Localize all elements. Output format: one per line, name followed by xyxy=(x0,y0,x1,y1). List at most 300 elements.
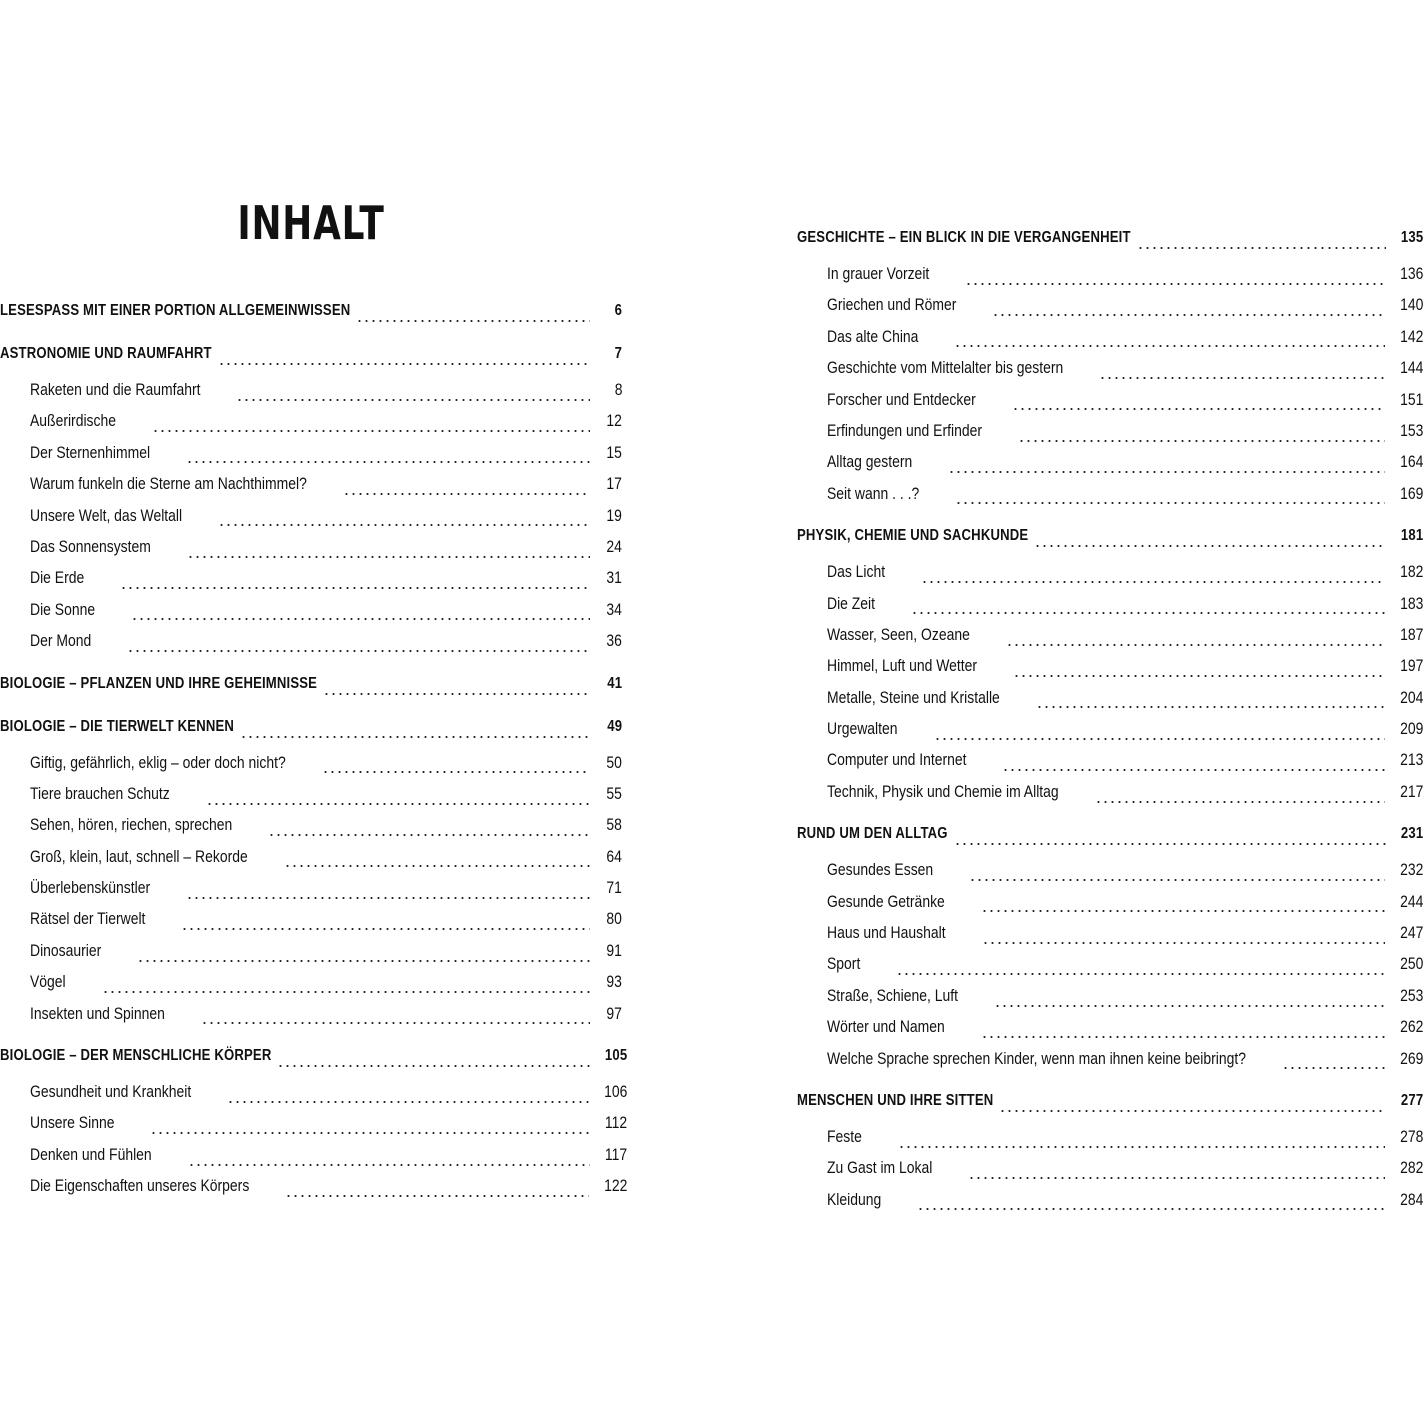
dot-leader xyxy=(969,868,1385,882)
toc-entry-label xyxy=(797,1085,993,1117)
toc-entry-label-text: Erfindungen und Erfinder xyxy=(827,420,983,440)
toc-page-number-text: 247 xyxy=(1399,923,1424,943)
toc-page-number-text: 277 xyxy=(1400,1091,1423,1109)
toc-subentry xyxy=(797,556,1424,587)
toc-subentry xyxy=(0,468,622,499)
toc-subentry xyxy=(797,744,1424,775)
toc-entry-label-text: Der Mond xyxy=(30,631,92,651)
dot-leader xyxy=(127,639,590,653)
toc-page-number-text: 250 xyxy=(1399,954,1424,974)
dot-leader xyxy=(954,832,1386,846)
toc-entry-label xyxy=(0,1076,221,1107)
dot-leader xyxy=(1002,758,1384,772)
toc-subentry xyxy=(797,650,1424,681)
dot-leader xyxy=(1012,397,1385,411)
toc-subentry xyxy=(797,415,1424,446)
toc-entry-label xyxy=(797,1011,975,1042)
dot-leader xyxy=(1095,790,1385,804)
toc-page-number-text: 182 xyxy=(1399,562,1424,582)
toc-subentry xyxy=(797,384,1424,415)
toc-subentry xyxy=(797,1121,1424,1152)
toc-subentry xyxy=(0,562,622,593)
toc-section-entry xyxy=(797,1085,1423,1117)
toc-page-number-text: 144 xyxy=(1399,358,1424,378)
toc-entry-label-text: Raketen und die Raumfahrt xyxy=(30,380,201,399)
toc-page-number-text: 231 xyxy=(1400,825,1423,843)
toc-entry-label xyxy=(797,258,959,289)
toc-entry-label xyxy=(797,619,1000,650)
toc-entry-label-text: BIOLOGIE – DER MENSCHLICHE KÖRPER xyxy=(0,1047,272,1065)
dot-leader xyxy=(981,899,1385,913)
toc-page-number-text: 117 xyxy=(604,1144,627,1164)
toc-entry-label-text: Die Erde xyxy=(30,568,85,588)
toc-entry-label-text: Tiere brauchen Schutz xyxy=(30,783,170,803)
toc-page-number-text: 213 xyxy=(1399,750,1424,770)
dot-leader xyxy=(152,419,590,433)
toc-entry-label xyxy=(797,520,1028,552)
toc-entry-label-text: Vögel xyxy=(30,972,66,992)
toc-entry-label xyxy=(797,776,1089,807)
toc-entry-label-text: Forscher und Entdecker xyxy=(827,389,976,409)
toc-entry-label-text: Wasser, Seen, Ozeane xyxy=(827,624,970,644)
toc-page-number-text: 183 xyxy=(1399,593,1424,613)
toc-section-entry xyxy=(0,668,622,700)
toc-entry-label-text: LESESPASS MIT EINER PORTION ALLGEMEINWISSEN xyxy=(0,302,351,319)
toc-page-number-text: 15 xyxy=(606,442,622,462)
toc-entry-label xyxy=(0,405,146,436)
toc-page-number xyxy=(1395,854,1424,885)
toc-section-entry xyxy=(0,1040,627,1072)
toc-page-number xyxy=(599,1076,628,1107)
toc-page-number-text: 50 xyxy=(606,752,622,772)
toc-page-number xyxy=(1395,289,1424,320)
toc-page-number-text: 112 xyxy=(604,1113,627,1133)
page-title: INHALT xyxy=(237,196,385,250)
dot-leader xyxy=(186,886,590,900)
dot-leader xyxy=(285,1184,588,1198)
toc-column-left xyxy=(0,295,628,1202)
toc-subentry xyxy=(797,1043,1424,1074)
toc-entry-label xyxy=(797,1043,1276,1074)
toc-page-number-text: 169 xyxy=(1399,483,1424,503)
toc-subentry xyxy=(0,374,622,405)
toc-page-number-text: 135 xyxy=(1400,229,1423,246)
toc-entry-label xyxy=(0,1040,271,1072)
toc-entry-label xyxy=(0,668,317,700)
toc-entry-label-text: Wörter und Namen xyxy=(827,1017,945,1037)
toc-entry-label-text: Giftig, gefährlich, eklig – oder doch nicht? xyxy=(30,752,286,772)
toc-entry-label xyxy=(0,778,200,809)
toc-subentry xyxy=(797,588,1424,619)
toc-page-number-text: 142 xyxy=(1399,326,1424,346)
toc-page-number xyxy=(600,531,622,562)
toc-subentry xyxy=(0,809,622,840)
toc-entry-label-text: Die Zeit xyxy=(827,593,876,613)
dot-leader xyxy=(921,570,1385,584)
toc-page-number xyxy=(600,841,622,872)
toc-entry-label-text: Der Sternenhimmel xyxy=(30,442,151,462)
toc-page-number-text: 7 xyxy=(614,345,622,362)
toc-entry-label-text: Gesundheit und Krankheit xyxy=(30,1082,192,1102)
toc-page-number xyxy=(1395,588,1424,619)
dot-leader xyxy=(982,931,1385,945)
toc-entry-label-text: Gesunde Getränke xyxy=(827,891,945,911)
dot-leader xyxy=(187,545,590,559)
toc-page-number-text: 153 xyxy=(1399,420,1424,440)
toc-entry-label-text: Straße, Schiene, Luft xyxy=(827,985,958,1005)
toc-page-number-text: 93 xyxy=(606,972,622,992)
toc-entry-label xyxy=(0,468,337,499)
toc-page-number xyxy=(1395,1121,1424,1152)
dot-leader xyxy=(322,760,590,774)
toc-page-number xyxy=(600,711,622,743)
toc-page-number-text: 34 xyxy=(606,599,622,619)
toc-page-number xyxy=(1395,948,1424,979)
dot-leader xyxy=(896,962,1384,976)
toc-page-number xyxy=(600,1107,627,1138)
toc-entry-label xyxy=(797,384,1006,415)
toc-page-number xyxy=(600,405,622,436)
toc-entry-label-text: Welche Sprache sprechen Kinder, wenn man ihnen keine beibringt? xyxy=(827,1048,1246,1068)
toc-page-number xyxy=(600,374,622,405)
toc-entry-label-text: Urgewalten xyxy=(827,719,898,739)
toc-page-number xyxy=(1396,1085,1423,1117)
dot-leader xyxy=(934,727,1385,741)
toc-entry-label xyxy=(797,854,963,885)
dot-leader xyxy=(968,1166,1384,1180)
toc-section-entry xyxy=(0,338,622,370)
toc-entry-label-text: Gesundes Essen xyxy=(827,860,934,880)
toc-entry-label-text: MENSCHEN UND IHRE SITTEN xyxy=(797,1091,994,1109)
toc-subentry xyxy=(0,437,622,468)
dot-leader xyxy=(917,1197,1384,1211)
dot-leader xyxy=(186,450,590,464)
toc-entry-label xyxy=(0,872,180,903)
toc-page-number xyxy=(1395,352,1424,383)
toc-subentry xyxy=(797,886,1424,917)
dot-leader xyxy=(227,1090,589,1104)
toc-entry-label-text: ASTRONOMIE UND RAUMFAHRT xyxy=(0,345,212,362)
toc-page-number xyxy=(1395,980,1424,1011)
toc-subentry xyxy=(0,903,622,934)
toc-page-number xyxy=(1395,258,1424,289)
toc-entry-label xyxy=(0,903,175,934)
toc-entry-label xyxy=(797,446,942,477)
toc-page-number-text: 181 xyxy=(1400,527,1423,545)
toc-entry-label xyxy=(0,711,234,743)
toc-page-number-text: 41 xyxy=(607,674,622,692)
toc-subentry xyxy=(0,1107,627,1138)
toc-entry-label-text: Technik, Physik und Chemie im Alltag xyxy=(827,781,1059,801)
dot-leader xyxy=(1137,236,1386,250)
toc-entry-label-text: Griechen und Römer xyxy=(827,295,957,315)
toc-entry-label xyxy=(0,841,278,872)
toc-entry-label xyxy=(797,713,928,744)
toc-entry-label-text: Die Sonne xyxy=(30,599,96,619)
dot-leader xyxy=(1282,1056,1385,1070)
toc-entry-label xyxy=(797,650,1007,681)
dot-leader xyxy=(1006,633,1385,647)
toc-entry-label xyxy=(797,818,948,850)
toc-page-number xyxy=(1395,917,1424,948)
dot-leader xyxy=(201,1011,590,1025)
dot-leader xyxy=(981,1025,1385,1039)
dot-leader xyxy=(994,994,1385,1008)
toc-section-entry xyxy=(0,295,622,327)
toc-entry-label-text: Insekten und Spinnen xyxy=(30,1003,165,1023)
dot-leader xyxy=(218,352,590,366)
toc-page-number-text: 97 xyxy=(606,1003,622,1023)
toc-entry-label xyxy=(797,682,1030,713)
toc-entry-label-text: Zu Gast im Lokal xyxy=(827,1158,933,1178)
toc-subentry xyxy=(0,935,622,966)
toc-page-number xyxy=(600,872,622,903)
toc-subentry xyxy=(797,1011,1424,1042)
toc-entry-label-text: Das alte China xyxy=(827,326,919,346)
toc-page-number-text: 106 xyxy=(603,1082,628,1102)
toc-page-number-text: 262 xyxy=(1399,1017,1424,1037)
toc-entry-label xyxy=(0,500,212,531)
toc-page-number xyxy=(1395,478,1424,509)
toc-entry-label-text: Rätsel der Tierwelt xyxy=(30,909,146,929)
toc-entry-label-text: Alltag gestern xyxy=(827,452,913,472)
toc-page-number xyxy=(1395,446,1424,477)
toc-subentry xyxy=(0,872,622,903)
toc-page-number xyxy=(600,594,622,625)
dot-leader xyxy=(954,334,1384,348)
toc-entry-label xyxy=(797,980,988,1011)
toc-page-number-text: 36 xyxy=(606,631,622,651)
toc-page-number-text: 164 xyxy=(1399,452,1424,472)
toc-section-entry xyxy=(797,520,1423,552)
toc-subentry xyxy=(797,321,1424,352)
dot-leader xyxy=(948,460,1385,474)
dot-leader xyxy=(999,1099,1385,1113)
dot-leader xyxy=(120,576,590,590)
toc-page-number xyxy=(600,437,622,468)
dot-leader xyxy=(1034,534,1385,548)
toc-entry-label xyxy=(797,948,890,979)
toc-entry-label-text: Feste xyxy=(827,1126,862,1146)
toc-entry-label xyxy=(0,966,96,997)
toc-page-number xyxy=(1395,384,1424,415)
dot-leader xyxy=(343,482,590,496)
toc-entry-label-text: Warum funkeln die Sterne am Nachthimmel? xyxy=(30,474,307,494)
dot-leader xyxy=(102,980,590,994)
toc-page-number-text: 80 xyxy=(606,909,622,929)
toc-page-number-text: 232 xyxy=(1399,860,1424,880)
toc-page-number xyxy=(600,468,622,499)
dot-leader xyxy=(236,388,590,402)
dot-leader xyxy=(323,682,590,696)
toc-page-number xyxy=(1396,520,1423,552)
toc-subentry xyxy=(0,778,622,809)
dot-leader xyxy=(218,513,590,527)
toc-entry-label xyxy=(0,747,316,778)
toc-page-number xyxy=(1395,1152,1424,1183)
toc-subentry xyxy=(0,1076,628,1107)
toc-entry-label xyxy=(0,374,230,405)
toc-page-number-text: 204 xyxy=(1399,687,1424,707)
toc-entry-label-text: Himmel, Luft und Wetter xyxy=(827,656,978,676)
toc-page-number-text: 49 xyxy=(607,717,622,735)
toc-subentry xyxy=(0,500,622,531)
dot-leader xyxy=(240,725,590,739)
dot-leader xyxy=(268,823,590,837)
toc-page-number-text: 6 xyxy=(614,302,622,319)
toc-page-number xyxy=(600,747,622,778)
toc-page-number xyxy=(1395,682,1424,713)
toc-entry-label xyxy=(0,1107,144,1138)
toc-entry-label xyxy=(797,1121,892,1152)
dot-leader xyxy=(284,854,590,868)
toc-entry-label xyxy=(797,744,996,775)
toc-subentry xyxy=(0,998,622,1029)
toc-subentry xyxy=(797,713,1424,744)
dot-leader xyxy=(965,272,1384,286)
toc-subentry xyxy=(0,747,622,778)
toc-entry-label xyxy=(0,594,125,625)
toc-page-number-text: 284 xyxy=(1399,1189,1424,1209)
dot-leader xyxy=(356,309,590,323)
toc-subentry xyxy=(797,682,1424,713)
toc-subentry xyxy=(0,405,622,436)
toc-page-number-text: 105 xyxy=(604,1047,627,1065)
toc-page-number xyxy=(1395,744,1424,775)
dot-leader xyxy=(181,917,590,931)
toc-page-number xyxy=(1395,713,1424,744)
toc-entry-label-text: Sehen, hören, riechen, sprechen xyxy=(30,815,233,835)
toc-page-number xyxy=(600,935,622,966)
toc-subentry xyxy=(797,917,1424,948)
toc-page-number-text: 55 xyxy=(606,783,622,803)
toc-entry-label xyxy=(797,886,975,917)
toc-page-number xyxy=(600,778,622,809)
dot-leader xyxy=(955,491,1385,505)
toc-page-number-text: 209 xyxy=(1399,719,1424,739)
toc-entry-label xyxy=(797,1184,911,1215)
toc-page-number xyxy=(1396,222,1423,254)
toc-page-number xyxy=(1395,556,1424,587)
toc-entry-label xyxy=(797,321,948,352)
toc-page-number-text: 244 xyxy=(1399,891,1424,911)
toc-page-number-text: 278 xyxy=(1399,1126,1424,1146)
toc-page-number xyxy=(600,295,622,327)
toc-entry-label-text: Geschichte vom Mittelalter bis gestern xyxy=(827,358,1064,378)
dot-leader xyxy=(150,1121,589,1135)
toc-page-number xyxy=(1396,818,1423,850)
dot-leader xyxy=(1018,429,1385,443)
toc-entry-label xyxy=(797,222,1131,254)
toc-page-number xyxy=(1395,1184,1424,1215)
toc-page-number-text: 71 xyxy=(606,878,622,898)
toc-entry-label xyxy=(0,1139,182,1170)
toc-page-number-text: 64 xyxy=(606,846,622,866)
toc-subentry xyxy=(0,966,622,997)
toc-entry-label-text: Überlebenskünstler xyxy=(30,878,151,898)
toc-entry-label-text: BIOLOGIE – PFLANZEN UND IHRE GEHEIMNISSE xyxy=(0,674,318,692)
toc-entry-label xyxy=(0,338,212,370)
toc-entry-label-text: Metalle, Steine und Kristalle xyxy=(827,687,1000,707)
toc-entry-label xyxy=(0,809,262,840)
toc-entry-label xyxy=(797,588,905,619)
toc-subentry xyxy=(797,619,1424,650)
toc-page-number xyxy=(1395,886,1424,917)
toc-page-number-text: 17 xyxy=(606,474,622,494)
toc-page-number xyxy=(1395,1011,1424,1042)
toc-entry-label xyxy=(797,415,1012,446)
toc-section-entry xyxy=(0,711,622,743)
toc-page-number-text: 140 xyxy=(1399,295,1424,315)
toc-entry-label-text: BIOLOGIE – DIE TIERWELT KENNEN xyxy=(0,717,235,735)
dot-leader xyxy=(1013,664,1385,678)
toc-page-number-text: 187 xyxy=(1399,624,1424,644)
toc-subentry xyxy=(797,854,1424,885)
toc-entry-label-text: RUND UM DEN ALLTAG xyxy=(797,825,948,843)
toc-page-number xyxy=(600,966,622,997)
toc-page-number xyxy=(600,625,622,656)
dot-leader xyxy=(898,1135,1385,1149)
toc-page-number-text: 8 xyxy=(614,380,622,399)
toc-page-number-text: 58 xyxy=(606,815,622,835)
toc-subentry xyxy=(797,478,1424,509)
toc-page-number-text: 19 xyxy=(606,505,622,525)
toc-page-number xyxy=(600,500,622,531)
toc-subentry xyxy=(797,776,1424,807)
toc-page-number-text: 269 xyxy=(1399,1048,1424,1068)
toc-page-number xyxy=(1395,776,1424,807)
toc-page-number-text: 136 xyxy=(1399,264,1424,283)
dot-leader xyxy=(188,1153,590,1167)
toc-entry-label xyxy=(797,289,986,320)
dot-leader xyxy=(206,792,590,806)
toc-entry-label-text: Das Licht xyxy=(827,562,886,582)
toc-entry-label xyxy=(0,531,181,562)
toc-page-number-text: 253 xyxy=(1399,985,1424,1005)
toc-entry-label-text: Unsere Welt, das Weltall xyxy=(30,505,183,525)
toc-entry-label-text: Die Eigenschaften unseres Körpers xyxy=(30,1176,250,1196)
toc-page-number-text: 31 xyxy=(606,568,622,588)
toc-entry-label xyxy=(0,295,350,327)
toc-entry-label-text: In grauer Vorzeit xyxy=(827,264,930,283)
toc-entry-label xyxy=(797,478,949,509)
toc-entry-label xyxy=(0,935,131,966)
toc-subentry xyxy=(0,1170,628,1201)
toc-entry-label-text: Groß, klein, laut, schnell – Rekorde xyxy=(30,846,248,866)
toc-entry-label-text: Das Sonnensystem xyxy=(30,536,151,556)
toc-section-entry xyxy=(797,818,1423,850)
toc-page-number xyxy=(600,338,622,370)
toc-entry-label-text: Dinosaurier xyxy=(30,940,102,960)
toc-page-number-text: 282 xyxy=(1399,1158,1424,1178)
toc-entry-label-text: Außerirdische xyxy=(30,411,116,431)
toc-entry-label-text: Seit wann . . .? xyxy=(827,483,920,503)
toc-entry-label-text: Unsere Sinne xyxy=(30,1113,115,1133)
toc-entry-label xyxy=(797,917,976,948)
toc-subentry xyxy=(0,531,622,562)
toc-entry-label xyxy=(797,1152,962,1183)
toc-subentry xyxy=(797,1152,1424,1183)
toc-entry-label xyxy=(797,352,1093,383)
toc-page-number-text: 197 xyxy=(1399,656,1424,676)
toc-page-number-text: 122 xyxy=(603,1176,628,1196)
toc-entry-label-text: Haus und Haushalt xyxy=(827,923,946,943)
toc-subentry xyxy=(0,1139,627,1170)
toc-entry-label-text: Denken und Fühlen xyxy=(30,1144,152,1164)
toc-entry-label xyxy=(0,437,180,468)
toc-page-number-text: 217 xyxy=(1399,781,1424,801)
toc-subentry xyxy=(797,980,1424,1011)
